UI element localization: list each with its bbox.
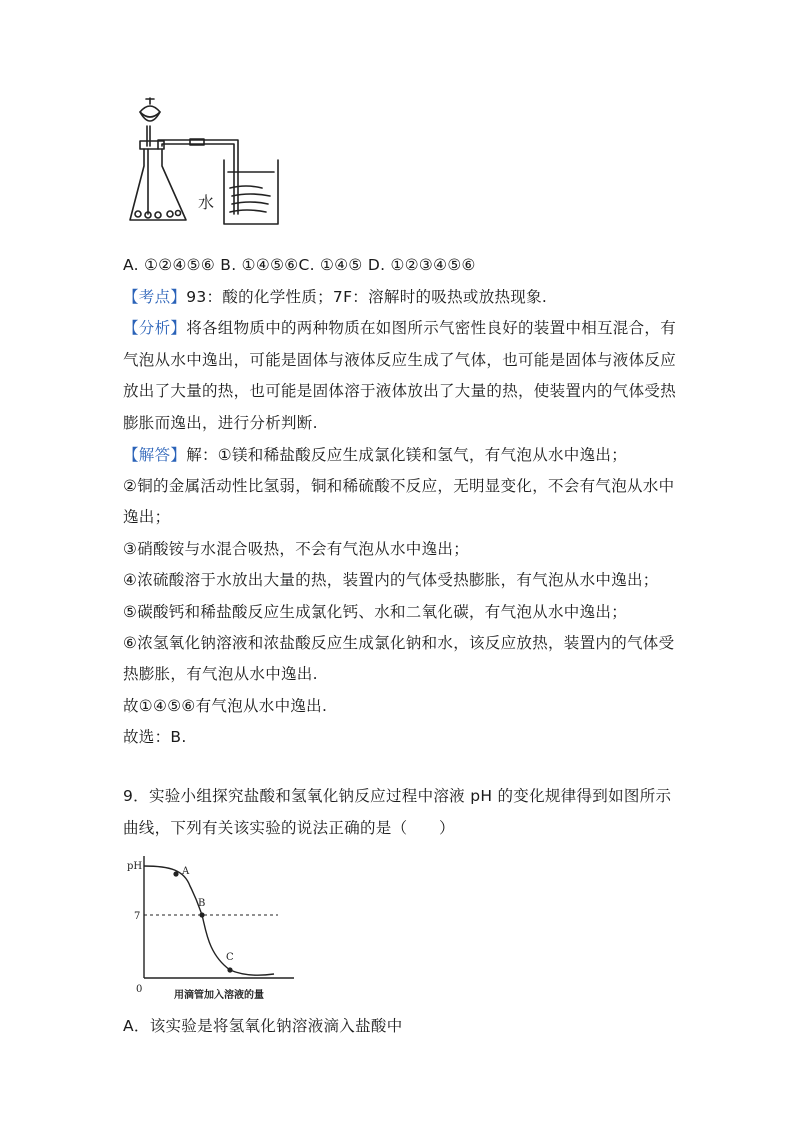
- jieda-tag: 【解答】: [123, 446, 187, 464]
- x-axis-label: 用滴管加入溶液的量: [174, 990, 264, 1001]
- jieda-line-10: 故选：B.: [123, 728, 187, 746]
- point-b-label: B: [198, 898, 206, 909]
- water-label: 水: [198, 193, 215, 212]
- kaodian-line: [123, 287, 547, 307]
- fenxi-tag: 【分析】: [123, 319, 187, 337]
- jieda-line-5: ④浓硫酸溶于水放出大量的热，装置内的气体受热膨胀，有气泡从水中逸出；: [123, 571, 659, 589]
- point-b: [199, 912, 204, 917]
- y-axis-label: pH: [127, 861, 143, 872]
- fenxi-line-4: 膨胀而逸出，进行分析判断.: [123, 414, 318, 432]
- fenxi-line-1: 【分析】将各组物质中的两种物质在如图所示气密性良好的装置中相互混合，有: [123, 319, 677, 337]
- conical-flask: [130, 149, 186, 220]
- option-a: A．该实验是将氢氧化钠溶液滴入盐酸中: [123, 1017, 403, 1035]
- y-tick-7: 7: [134, 911, 141, 922]
- question-9-line-1: 9．实验小组探究盐酸和氢氧化钠反应过程中溶液 pH 的变化规律得到如图所示: [123, 787, 672, 805]
- point-c: [227, 967, 232, 972]
- beaker: [224, 160, 278, 224]
- ph-curve-chart: [118, 846, 318, 1006]
- jieda-line-1: 【解答】解：①镁和稀盐酸反应生成氯化镁和氢气，有气泡从水中逸出；: [123, 446, 628, 464]
- origin-label: 0: [136, 984, 143, 995]
- fenxi-line-3: 放出了大量的热，也可能是固体溶于液体放出了大量的热，使装置内的气体受热: [123, 382, 677, 400]
- ph-curve: [144, 866, 274, 975]
- fenxi-line-2: 气泡从水中逸出，可能是固体与液体反应生成了气体，也可能是固体与液体反应: [123, 351, 677, 369]
- kaodian-text: 93：酸的化学性质；7F：溶解时的吸热或放热现象.: [186, 288, 548, 306]
- jieda-line-4: ③硝酸铵与水混合吸热，不会有气泡从水中逸出；: [123, 540, 469, 558]
- jieda-line-8: 热膨胀，有气泡从水中逸出.: [123, 665, 318, 683]
- apparatus-figure: [128, 96, 288, 236]
- jieda-line-9: 故①④⑤⑥有气泡从水中逸出.: [123, 697, 328, 715]
- point-a-label: A: [182, 866, 190, 877]
- point-a: [173, 871, 178, 876]
- answer-options: A. ①②④⑤⑥ B. ①④⑤⑥C. ①④⑤ D. ①②③④⑤⑥: [123, 256, 476, 274]
- jieda-line-2: ②铜的金属活动性比氢弱，铜和稀硫酸不反应，无明显变化，不会有气泡从水中: [123, 477, 675, 495]
- point-c-label: C: [226, 952, 234, 963]
- kaodian-tag: 【考点】: [123, 288, 187, 306]
- jieda-line-7: ⑥浓氢氧化钠溶液和浓盐酸反应生成氯化钠和水，该反应放热，装置内的气体受: [123, 634, 675, 652]
- question-9-line-2: 曲线，下列有关该实验的说法正确的是（ ）: [123, 819, 455, 837]
- jieda-line-6: ⑤碳酸钙和稀盐酸反应生成氯化钙、水和二氧化碳，有气泡从水中逸出；: [123, 603, 627, 621]
- jieda-line-3: 逸出；: [123, 508, 171, 526]
